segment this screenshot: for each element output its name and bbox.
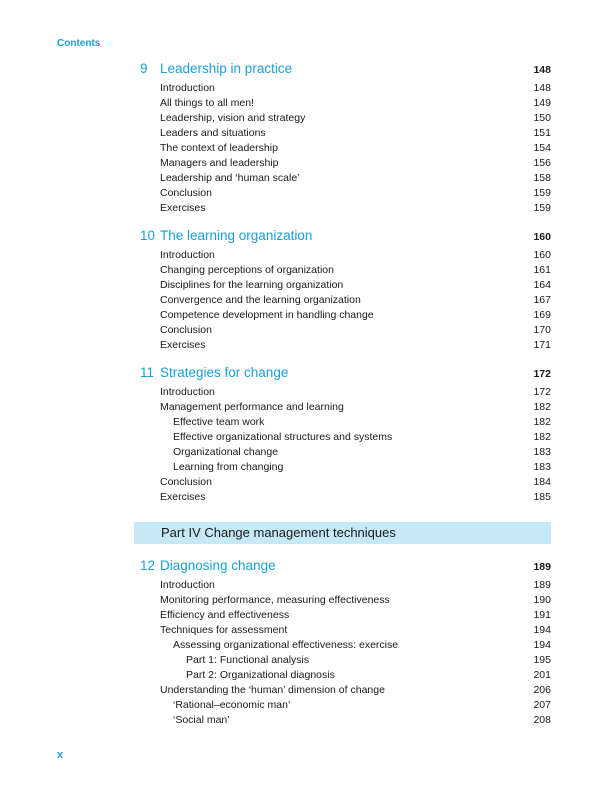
toc-entry-page: 148: [533, 82, 551, 94]
toc-entry-label: Managers and leadership: [160, 157, 279, 169]
toc-entry-label: Introduction: [160, 82, 215, 94]
toc-entry-page: 190: [533, 594, 551, 606]
toc-entry-page: 191: [533, 609, 551, 621]
chapter-11: [140, 365, 551, 505]
toc-entry-page: 164: [533, 279, 551, 291]
chapter-title: The learning organization: [160, 228, 313, 243]
toc-entry-label: Monitoring performance, measuring effectiveness: [160, 594, 390, 606]
page-number: x: [57, 749, 64, 761]
toc-entry[interactable]: [140, 141, 551, 156]
toc-entry-label: Exercises: [160, 202, 206, 214]
toc-entry-label: Efficiency and effectiveness: [160, 609, 290, 621]
toc-entry-label: Effective organizational structures and systems: [173, 431, 393, 443]
toc-entry-page: 172: [533, 386, 551, 398]
toc-entry[interactable]: [140, 385, 551, 400]
toc-entry-page: 194: [533, 624, 551, 636]
toc-entry[interactable]: [140, 400, 551, 415]
toc-entry-label: Introduction: [160, 249, 215, 261]
toc-entry-label: Part 1: Functional analysis: [186, 654, 310, 666]
toc-entry-label: Management performance and learning: [160, 401, 344, 413]
toc-entry-page: 151: [533, 127, 551, 139]
toc-entry-label: Learning from changing: [173, 461, 284, 473]
toc-entry-label: Leadership, vision and strategy: [160, 112, 306, 124]
toc-entry[interactable]: [140, 713, 551, 728]
toc-entry-label: Introduction: [160, 579, 215, 591]
toc-entry-label: Convergence and the learning organization: [160, 294, 361, 306]
toc-entry-label: Exercises: [160, 491, 206, 503]
chapter-heading[interactable]: [140, 61, 551, 81]
toc-entry[interactable]: [140, 248, 551, 263]
chapter-number: 12: [140, 558, 156, 573]
toc-entry-label: Conclusion: [160, 187, 212, 199]
toc-entry-page: 182: [533, 416, 551, 428]
toc-entry[interactable]: [140, 111, 551, 126]
toc-entry[interactable]: [140, 278, 551, 293]
toc-entry-page: 160: [533, 249, 551, 261]
toc-entry[interactable]: [140, 156, 551, 171]
toc-entry-page: 156: [533, 157, 551, 169]
toc-entry-label: Techniques for assessment: [160, 624, 288, 636]
toc-entry-page: 158: [533, 172, 551, 184]
toc-entry-page: 183: [533, 446, 551, 458]
toc-entry[interactable]: [140, 475, 551, 490]
toc-entry-label: Changing perceptions of organization: [160, 264, 334, 276]
toc-entry-label: The context of leadership: [160, 142, 278, 154]
chapter-title: Leadership in practice: [160, 61, 293, 76]
toc-entry[interactable]: [140, 653, 551, 668]
chapter-page: 172: [533, 368, 551, 380]
toc-entry-label: Exercises: [160, 339, 206, 351]
toc-entry-label: ‘Social man’: [173, 714, 230, 726]
toc-entry[interactable]: [140, 96, 551, 111]
toc-entry-page: 185: [533, 491, 551, 503]
toc-entry[interactable]: [140, 126, 551, 141]
toc-entry-page: 167: [533, 294, 551, 306]
chapter-number: 9: [140, 61, 148, 76]
toc-entry[interactable]: [140, 81, 551, 96]
toc-entry[interactable]: [140, 263, 551, 278]
toc-entry[interactable]: [140, 171, 551, 186]
toc-entry[interactable]: [140, 608, 551, 623]
toc-entry[interactable]: [140, 308, 551, 323]
running-head: Contents: [57, 38, 101, 49]
chapter-10: [140, 228, 551, 353]
toc-entry-label: Part 2: Organizational diagnosis: [186, 669, 335, 681]
chapter-heading[interactable]: [140, 228, 551, 248]
toc-entry-label: Conclusion: [160, 476, 212, 488]
part-title: Part IV Change management techniques: [161, 525, 396, 540]
chapter-page: 160: [533, 231, 551, 243]
toc-entry[interactable]: [140, 490, 551, 505]
toc-entry-page: 183: [533, 461, 551, 473]
chapter-title: Diagnosing change: [160, 558, 276, 573]
toc-entry[interactable]: [140, 668, 551, 683]
toc-entry-label: Assessing organizational effectiveness: exercise: [173, 639, 399, 651]
toc-entry-label: Leaders and situations: [160, 127, 266, 139]
toc-entry-page: 182: [533, 431, 551, 443]
toc-entry-page: 149: [533, 97, 551, 109]
chapter-page: 148: [533, 64, 551, 76]
toc-entry[interactable]: [140, 430, 551, 445]
toc-entry-page: 159: [533, 202, 551, 214]
toc-entry-page: 195: [533, 654, 551, 666]
part-band: [134, 522, 551, 544]
toc-entry-label: Introduction: [160, 386, 215, 398]
toc-entry-page: 189: [533, 579, 551, 591]
toc-entry[interactable]: [140, 683, 551, 698]
toc-entry[interactable]: [140, 445, 551, 460]
toc-entry-page: 150: [533, 112, 551, 124]
toc-entry[interactable]: [140, 293, 551, 308]
toc-entry-page: 159: [533, 187, 551, 199]
toc-entry[interactable]: [140, 593, 551, 608]
chapter-heading[interactable]: [140, 365, 551, 385]
chapter-number: 11: [140, 365, 155, 380]
toc-entry-label: Conclusion: [160, 324, 212, 336]
toc-entry-page: 208: [533, 714, 551, 726]
toc-entry-label: Effective team work: [173, 416, 265, 428]
chapter-12: [140, 558, 551, 728]
toc-entry[interactable]: [140, 415, 551, 430]
toc-entry-label: Competence development in handling change: [160, 309, 374, 321]
toc-entry-page: 207: [533, 699, 551, 711]
toc-entry-page: 171: [533, 339, 551, 351]
chapter-title: Strategies for change: [160, 365, 289, 380]
toc-entry[interactable]: [140, 698, 551, 713]
toc-entry-page: 154: [533, 142, 551, 154]
toc-entry-page: 182: [533, 401, 551, 413]
toc-entry-label: Leadership and ‘human scale’: [160, 172, 300, 184]
toc-entry[interactable]: [140, 201, 551, 216]
chapter-9: [140, 61, 551, 216]
toc-entry[interactable]: [140, 578, 551, 593]
toc-entry-label: All things to all men!: [160, 97, 254, 109]
toc-entry[interactable]: [140, 323, 551, 338]
toc-entry-label: Understanding the ‘human’ dimension of change: [160, 684, 385, 696]
toc-entry-page: 169: [533, 309, 551, 321]
toc-entry[interactable]: [140, 338, 551, 353]
chapter-heading[interactable]: [140, 558, 551, 578]
toc-entry-page: 194: [533, 639, 551, 651]
toc-entry-label: Disciplines for the learning organization: [160, 279, 344, 291]
toc-entry-label: Organizational change: [173, 446, 279, 458]
toc-entry[interactable]: [140, 623, 551, 638]
toc-entry-page: 206: [533, 684, 551, 696]
chapter-number: 10: [140, 228, 156, 243]
chapter-page: 189: [533, 561, 551, 573]
toc-entry-page: 201: [533, 669, 551, 681]
toc-entry-page: 184: [533, 476, 551, 488]
toc-entry-page: 161: [533, 264, 551, 276]
toc-entry-label: ‘Rational–economic man’: [173, 699, 291, 711]
toc-entry-page: 170: [533, 324, 551, 336]
toc-entry[interactable]: [140, 186, 551, 201]
toc-entry[interactable]: [140, 638, 551, 653]
toc-entry[interactable]: [140, 460, 551, 475]
